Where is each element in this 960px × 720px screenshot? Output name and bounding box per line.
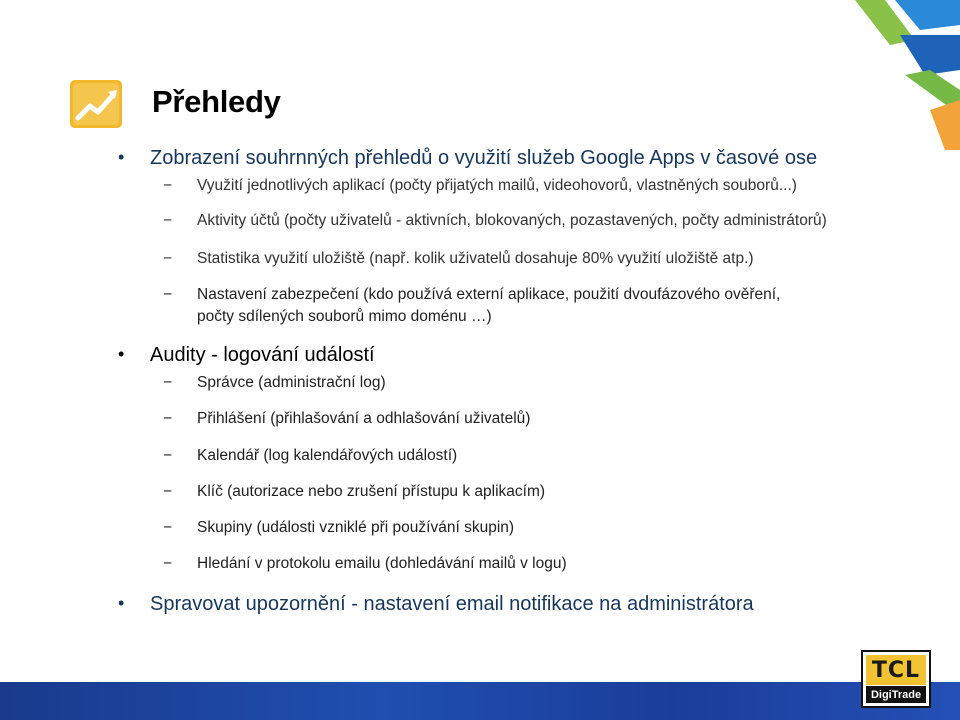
list-item: − Skupiny (události vzniklé při používání skupin) — [197, 517, 514, 539]
list-item: − Nastavení zabezpečení (kdo používá externí aplikace, použití dvoufázového ověření, — [197, 284, 780, 306]
list-item: − Hledání v protokolu emailu (dohledávání mailů v logu) — [197, 553, 567, 575]
chart-trend-icon — [70, 80, 122, 128]
dash-icon: − — [163, 212, 173, 229]
bullet-icon: • — [118, 593, 125, 613]
bottom-band — [0, 682, 960, 720]
dash-icon: − — [163, 447, 173, 464]
dash-icon: − — [163, 519, 173, 536]
list-item-continuation: počty sdílených souborů mimo doménu …) — [197, 308, 492, 325]
dash-icon: − — [163, 483, 173, 500]
dash-icon: − — [163, 286, 173, 303]
section-zobrazeni — [118, 147, 818, 170]
dash-icon: − — [163, 250, 173, 267]
logo-top-text: TCL — [866, 655, 926, 685]
section-text: Zobrazení souhrnných přehledů o využití služeb Google Apps v časové ose — [150, 147, 818, 169]
bullet-icon: • — [118, 344, 125, 364]
list-item: − Aktivity účtů (počty uživatelů - aktivních, blokovaných, pozastavených, počty administrátorů) — [197, 210, 827, 232]
dash-icon: − — [163, 410, 173, 427]
bullet-icon: • — [118, 147, 125, 167]
logo-bottom-text: DigiTrade — [866, 686, 926, 703]
list-item: − Kalendář (log kalendářových událostí) — [197, 445, 457, 467]
tcl-digitrade-logo — [861, 650, 931, 708]
section-text: Audity - logování událostí — [150, 344, 375, 366]
dash-icon: − — [163, 374, 173, 391]
dash-icon: − — [163, 177, 173, 194]
list-item: − Správce (administrační log) — [197, 372, 386, 394]
section-upozorneni — [118, 593, 754, 616]
list-item: − Využití jednotlivých aplikací (počty přijatých mailů, videohovorů, vlastněných souborů...) — [197, 175, 797, 197]
page-title: Přehledy — [152, 84, 281, 119]
list-item: − Klíč (autorizace nebo zrušení přístupu k aplikacím) — [197, 481, 545, 503]
decorative-ribbon — [800, 0, 960, 150]
section-audity — [118, 344, 375, 367]
list-item: − Statistika využití uložiště (např. kolik uživatelů dosahuje 80% využití uložiště atp.) — [197, 248, 754, 270]
section-text: Spravovat upozornění - nastavení email notifikace na administrátora — [150, 593, 754, 615]
list-item: − Přihlášení (přihlašování a odhlašování uživatelů) — [197, 408, 530, 430]
dash-icon: − — [163, 555, 173, 572]
